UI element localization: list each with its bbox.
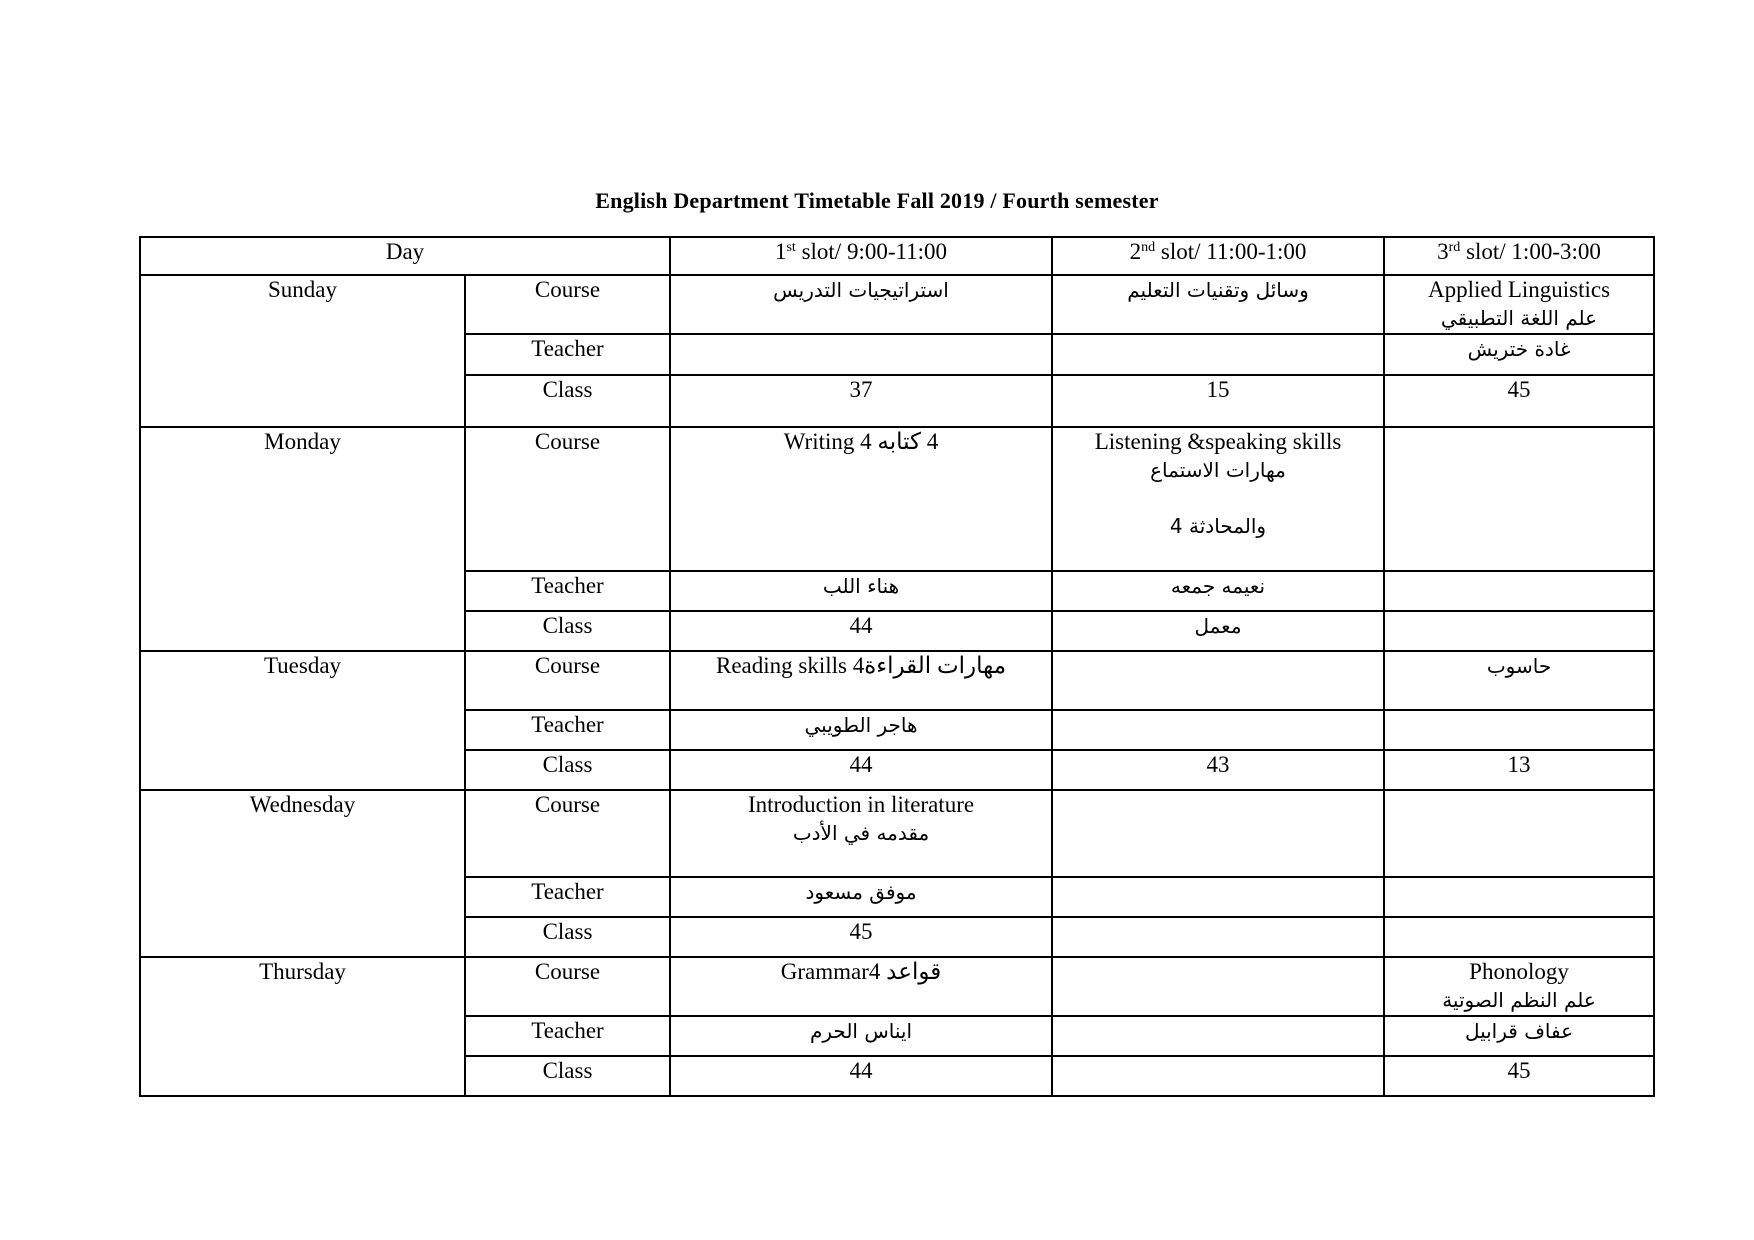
- row-label-class: Class: [465, 750, 670, 790]
- wednesday-teacher-slot-1: [670, 877, 1052, 917]
- header-row: [140, 237, 1654, 275]
- slot-number: 2: [1129, 239, 1142, 264]
- wednesday-course-slot-2: [1052, 790, 1384, 877]
- row-label-course: Course: [465, 275, 670, 334]
- slot-number: 1: [774, 239, 787, 264]
- course-name-ar: علم اللغة التطبيقي: [1440, 306, 1598, 330]
- slot-ordinal: st: [786, 240, 796, 255]
- wednesday-teacher-slot-3: [1384, 877, 1654, 917]
- monday-course-slot-2: [1052, 427, 1384, 571]
- course-name: حاسوب: [1486, 654, 1552, 678]
- timetable: [139, 236, 1655, 1097]
- teacher-name: هناء اللب: [822, 574, 900, 598]
- header-slot-1: [670, 237, 1052, 275]
- row-label-teacher: Teacher: [465, 710, 670, 750]
- monday-teacher-slot-1: [670, 571, 1052, 611]
- monday-teacher-slot-3: [1384, 571, 1654, 611]
- course-name-ar: والمحادثة 4: [1169, 514, 1267, 538]
- course-name: وسائل وتقنيات التعليم: [1127, 278, 1309, 302]
- wednesday-class-slot-2: [1052, 917, 1384, 957]
- course-name: 4 كتابه Writing 4: [783, 429, 939, 454]
- teacher-name: موفق مسعود: [805, 880, 917, 904]
- row-label-teacher: Teacher: [465, 571, 670, 611]
- thursday-course-slot-1: [670, 957, 1052, 1016]
- monday-course-slot-1: [670, 427, 1052, 571]
- sunday-class-slot-1: 37: [670, 375, 1052, 427]
- teacher-name: ايناس الحرم: [810, 1019, 913, 1043]
- tuesday-teacher-slot-1: [670, 710, 1052, 750]
- row-label-class: Class: [465, 611, 670, 651]
- header-slot-2: [1052, 237, 1384, 275]
- course-name-en: Introduction in literature: [747, 792, 975, 817]
- wednesday-course-slot-3: [1384, 790, 1654, 877]
- course-name: استراتيجيات التدريس: [773, 278, 949, 302]
- monday-class-slot-1: 44: [670, 611, 1052, 651]
- tuesday-teacher-slot-2: [1052, 710, 1384, 750]
- wednesday-course-slot-1: [670, 790, 1052, 877]
- thursday-class-slot-1: 44: [670, 1056, 1052, 1096]
- table-row: [140, 651, 1654, 710]
- wednesday-class-slot-1: 45: [670, 917, 1052, 957]
- thursday-course-slot-3: [1384, 957, 1654, 1016]
- teacher-name: عفاف قرابيل: [1464, 1019, 1574, 1043]
- sunday-teacher-slot-1: [670, 334, 1052, 375]
- monday-class-slot-3: [1384, 611, 1654, 651]
- spacer: [1057, 484, 1379, 512]
- course-name-ar: مقدمه في الأدب: [792, 821, 930, 845]
- sunday-course-slot-1: [670, 275, 1052, 334]
- day-wednesday: Wednesday: [140, 790, 465, 957]
- sunday-course-slot-3: [1384, 275, 1654, 334]
- course-name-en: Phonology: [1469, 959, 1569, 984]
- sunday-teacher-slot-2: [1052, 334, 1384, 375]
- course-name-ar: علم النظم الصوتية: [1442, 988, 1596, 1012]
- tuesday-teacher-slot-3: [1384, 710, 1654, 750]
- course-name-ar: مهارات الاستماع: [1150, 458, 1286, 482]
- slot-time: slot/ 1:00-3:00: [1460, 239, 1601, 264]
- course-name-en: Listening &speaking skills: [1094, 429, 1342, 454]
- slot-time: slot/ 11:00-1:00: [1155, 239, 1307, 264]
- tuesday-course-slot-1: [670, 651, 1052, 710]
- row-label-teacher: Teacher: [465, 334, 670, 375]
- table-row: [140, 275, 1654, 334]
- tuesday-course-slot-3: [1384, 651, 1654, 710]
- table-row: [140, 790, 1654, 877]
- row-label-course: Course: [465, 790, 670, 877]
- tuesday-class-slot-3: 13: [1384, 750, 1654, 790]
- slot-ordinal: rd: [1448, 240, 1461, 255]
- course-name: Reading skills 4مهارات القراءة: [715, 653, 1007, 678]
- table-row: [140, 957, 1654, 1016]
- thursday-teacher-slot-2: [1052, 1016, 1384, 1056]
- row-label-class: Class: [465, 1056, 670, 1096]
- thursday-class-slot-2: [1052, 1056, 1384, 1096]
- day-sunday: Sunday: [140, 275, 465, 427]
- thursday-course-slot-2: [1052, 957, 1384, 1016]
- row-label-teacher: Teacher: [465, 877, 670, 917]
- row-label-course: Course: [465, 427, 670, 571]
- sunday-teacher-slot-3: [1384, 334, 1654, 375]
- thursday-class-slot-3: 45: [1384, 1056, 1654, 1096]
- row-label-class: Class: [465, 917, 670, 957]
- day-thursday: Thursday: [140, 957, 465, 1096]
- row-label-course: Course: [465, 957, 670, 1016]
- monday-course-slot-3: [1384, 427, 1654, 571]
- teacher-name: هاجر الطويبي: [804, 713, 918, 737]
- thursday-teacher-slot-3: [1384, 1016, 1654, 1056]
- table-row: [140, 427, 1654, 571]
- day-tuesday: Tuesday: [140, 651, 465, 790]
- course-name: Grammar4 قواعد: [780, 959, 942, 984]
- teacher-name: غادة ختريش: [1467, 337, 1571, 361]
- slot-time: slot/ 9:00-11:00: [795, 239, 948, 264]
- sunday-course-slot-2: [1052, 275, 1384, 334]
- tuesday-course-slot-2: [1052, 651, 1384, 710]
- wednesday-class-slot-3: [1384, 917, 1654, 957]
- class-room: معمل: [1194, 614, 1242, 638]
- tuesday-class-slot-1: 44: [670, 750, 1052, 790]
- thursday-teacher-slot-1: [670, 1016, 1052, 1056]
- sunday-class-slot-2: 15: [1052, 375, 1384, 427]
- slot-number: 3: [1437, 239, 1449, 264]
- row-label-course: Course: [465, 651, 670, 710]
- course-name-en: Applied Linguistics: [1427, 277, 1611, 302]
- slot-ordinal: nd: [1141, 240, 1156, 255]
- row-label-class: Class: [465, 375, 670, 427]
- header-day: Day: [140, 237, 670, 275]
- sunday-class-slot-3: 45: [1384, 375, 1654, 427]
- row-label-teacher: Teacher: [465, 1016, 670, 1056]
- header-slot-3: [1384, 237, 1654, 275]
- monday-class-slot-2: [1052, 611, 1384, 651]
- teacher-name: نعيمه جمعه: [1170, 574, 1266, 598]
- page-title: English Department Timetable Fall 2019 / Fourth semester: [595, 188, 1159, 213]
- wednesday-teacher-slot-2: [1052, 877, 1384, 917]
- tuesday-class-slot-2: 43: [1052, 750, 1384, 790]
- day-monday: Monday: [140, 427, 465, 651]
- monday-teacher-slot-2: [1052, 571, 1384, 611]
